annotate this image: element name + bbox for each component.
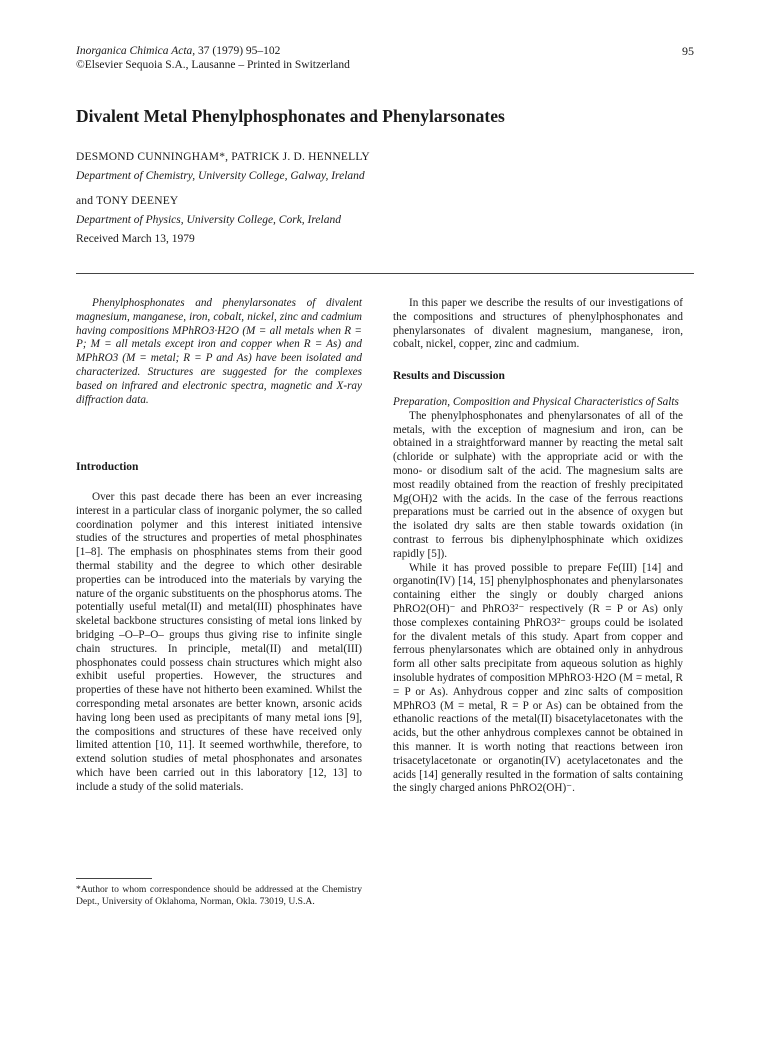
affiliation-2: Department of Physics, University College, Cork, Ireland [76, 214, 341, 226]
abstract-text: Phenylphosphonates and phenylarsonates of divalent magnesium, manganese, iron, cobalt, nickel, zinc and cadmium having compositions MPhRO3·H2O (M = all metals when R = P; M = all metals except iron and copper when R = As) and MPhRO3 (M = metal; R = P and As) have been isolated and characterized. Structures are suggested for the complexes based on infrared and electronic spectra, magnetic and X-ray diffraction data. [76, 297, 362, 406]
preparation-subheading: Preparation, Composition and Physical Characteristics of Salts [393, 395, 679, 408]
introduction-section [76, 491, 362, 795]
page-number: 95 [682, 44, 694, 58]
footnote-divider [76, 878, 152, 879]
author-block [76, 150, 696, 246]
results-heading: Results and Discussion [393, 370, 505, 383]
preparation-paragraph-1: The phenylphosphonates and phenylarsonates of all of the metals, with the exception of magnesium and iron, can be obtained in a straightforward manner by reacting the metal salt (chloride or sulphate) with the appropriate acid or with the mono- or disodium salt of the acid. The magnesium salts are most readily obtained from the reaction of freshly precipitated Mg(OH)2 with the acids. In the case of the ferrous reactions preparations must be carried out in the absence of oxygen but the isolated dry salts are then stable towards oxidation (in contrast to ferrous bis diphenylphosphinate which oxidizes rapidly [5]). [393, 409, 683, 560]
footnote: *Author to whom correspondence should be addressed at the Chemistry Dept., University of Oklahoma, Norman, Okla. 73019, U.S.A. [76, 884, 362, 908]
article-title: Divalent Metal Phenylphosphonates and Phenylarsonates [76, 106, 505, 126]
scope-paragraph: In this paper we describe the results of our investigations of the compositions and structures of phenylphosphonates and phenylarsonates of divalent magnesium, manganese, iron, cobalt, nickel, copper, zinc and cadmium. [393, 297, 683, 351]
abstract [76, 297, 362, 407]
journal-name: Inorganica Chimica Acta, [76, 45, 196, 57]
authors-group-2: and TONY DEENEY [76, 195, 179, 207]
journal-header [76, 44, 350, 72]
introduction-text: Over this past decade there has been an ever increasing interest in a particular class of inorganic polymer, the so called coordination polymer and this interest initiated intensive studies of the structures and properties of metal phosphinates [1–8]. The emphasis on phosphinates stems from their good thermal stability and the degree to which other desirable properties can be introduced into the materials by varying the nature of the organic substituents on the phosphorus atoms. The potentially useful metal(II) and metal(III) phosphinates have skeletal backbone structures consisting of metal ions linked by bridging –O–P–O– groups thus giving rise to infinite single chain structures. In principle, metal(II) and metal(III) phosphonates could possess chain structures which might also exhibit useful properties. However, the structures and properties of these have not hitherto been examined. Whilst the corresponding metal arsonates are better known, arsonic acids having long been used as precipitants of many metal ions [9], the compositions and structures of these have received only limited attention [10, 11]. It seemed worthwhile, therefore, to extend solution studies of metal phosphonates and arsonates which have been carried out in this laboratory [12, 13] to include a study of the solid materials. [76, 491, 362, 793]
copyright-line: ©Elsevier Sequoia S.A., Lausanne – Printed in Switzerland [76, 59, 350, 71]
received-date: Received March 13, 1979 [76, 233, 195, 245]
journal-citation: 37 (1979) 95–102 [195, 45, 281, 57]
affiliation-1: Department of Chemistry, University College, Galway, Ireland [76, 170, 365, 182]
introduction-heading: Introduction [76, 461, 139, 473]
preparation-paragraph-2: While it has proved possible to prepare Fe(III) [14] and organotin(IV) [14, 15] phenylphosphonates and phenylarsonates containing either the singly or doubly charged anions PhRO2(OH)⁻ and PhRO3²⁻ respectively (R = P or As) only those complexes containing PhRO3²⁻ groups could be isolated for the divalent metals of this study. Apart from copper and ferrous phenylarsonates which are obtained only in anhydrous form all other salts precipitate from aqueous solution as highly insoluble hydrates of composition MPhRO3·H2O (M = metal, R = P or As). Anhydrous copper and zinc salts of composition MPhRO3 (M = metal, R = P or As) can be obtained from the ethanolic reactions of the metal(II) bisacetylacetonates with the acids, but the other anhydrous complexes cannot be obtained in this manner. It is worth noting that reactions between iron trisacetylacetonate or organotin(IV) acetylacetonates and the acids [14] generally resulted in the formation of salts containing the singly charged anions PhRO2(OH)⁻. [393, 561, 683, 795]
right-column [393, 297, 683, 796]
header-divider [76, 273, 694, 274]
authors-group-1: DESMOND CUNNINGHAM*, PATRICK J. D. HENNELLY [76, 151, 370, 163]
